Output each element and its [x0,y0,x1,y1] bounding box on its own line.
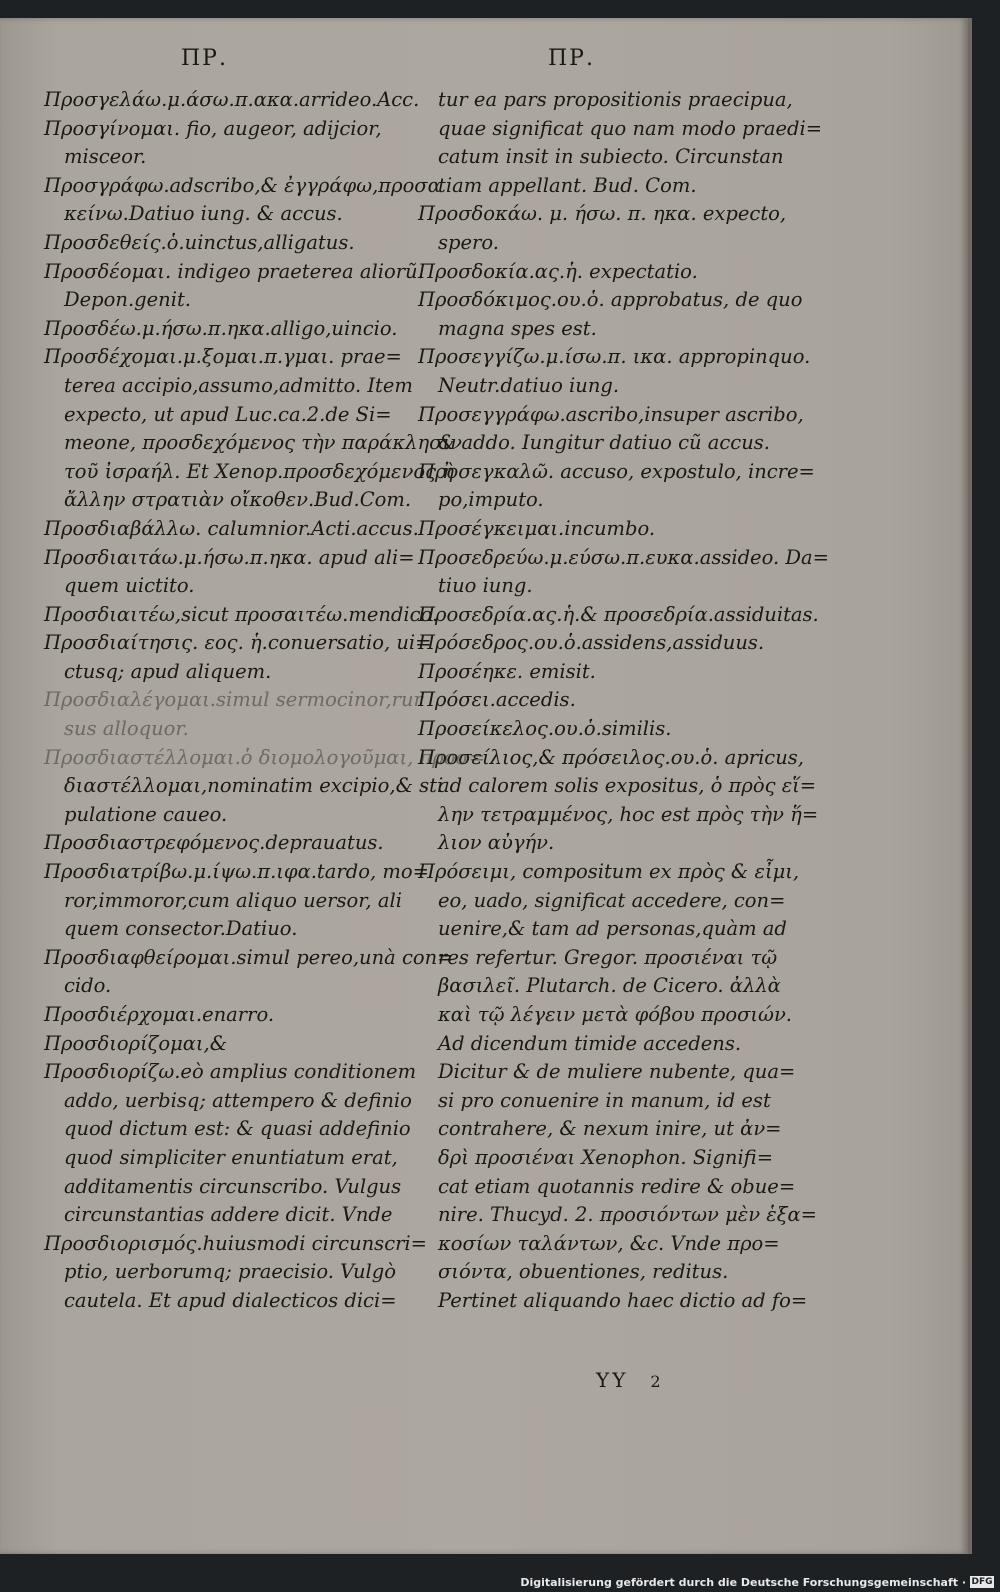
text-line: Προσείκελος.ου.ὁ.similis. [418,717,672,741]
text-line: nire. Thucyd. 2. προσιόντων μὲν ἑξα= [438,1203,818,1227]
text-line: Πρόσεδρος.ου.ὁ.assidens,assiduus. [418,631,765,655]
text-line: κοσίων ταλάντων, &c. Vnde προ= [438,1231,780,1255]
text-line: ptio, uerborumq; praecisio. Vulgò [64,1260,396,1284]
text-line: κείνω.Datiuo iung. & accus. [64,202,343,226]
text-line: ἄλλην στρατιὰν οἴκοθεν.Bud.Com. [64,488,412,512]
text-line: addo, uerbisq; attempero & definio [64,1088,412,1112]
text-line: Προσδιαιτάω.μ.ήσω.π.ηκα. apud ali= [44,545,415,569]
text-line: Προσδιαφθείρομαι.simul pereo,unà con= [44,945,454,969]
text-line: circunstantias addere dicit. Vnde [64,1203,393,1227]
text-line: Προσδιαλέγομαι.simul sermocinor,rur [44,688,423,712]
text-line: Προσδόκιμος.ου.ὁ. approbatus, de quo [418,288,803,312]
text-line: λιον αὐγήν. [438,831,555,855]
text-line: Προσδιορισμός.huiusmodi circunscri= [44,1231,428,1255]
running-head-right: ΠΡ. [548,46,595,71]
text-line: Προσγίνομαι. fio, augeor, adijcior, [44,116,382,140]
text-line: Προσδιορίζομαι,& [44,1031,228,1055]
text-line: pulatione caueo. [64,802,228,826]
text-line: magna spes est. [438,316,597,340]
text-line: & addo. Iungitur datiuo cũ accus. [438,431,770,455]
text-line: ror,immoror,cum aliquo uersor, ali [64,888,402,912]
text-line: meone, προσδεχόμενος τὴν παράκλησιν [64,431,462,455]
text-line: Προσδιαστρεφόμενος.deprauatus. [44,831,384,855]
text-line: Προσδεθείς.ὁ.uinctus,alligatus. [44,230,355,254]
text-line: quod dictum est: & quasi addefinio [64,1117,411,1141]
dfg-logo: DFG [971,1577,993,1587]
text-line: eo, uado, significat accedere, con= [438,888,786,912]
text-line: Προσδιορίζω.eò amplius conditionem [44,1060,417,1084]
text-line: Προσδοκάω. μ. ήσω. π. ηκα. expecto, [418,202,787,226]
running-head-left: ΠΡ. [181,46,228,71]
text-line: Προσεδρεύω.μ.εύσω.π.ευκα.assideo. Da= [418,545,829,569]
text-line: quem uictito. [64,574,195,598]
text-line: Προσδοκία.ας.ἡ. expectatio. [418,259,698,283]
page-edge [968,18,972,1554]
text-line: Προσγελάω.μ.άσω.π.ακα.arrideo.Acc. [44,88,420,111]
text-line: cautela. Et apud dialecticos dici= [64,1288,397,1312]
text-line: sus alloquor. [64,717,189,741]
text-line: quod simpliciter enuntiatum erat, [64,1145,398,1169]
text-line: tur ea pars propositionis praecipua, [438,88,793,111]
text-line: καὶ τῷ λέγειν μετὰ φόβου προσιών. [438,1003,793,1026]
text-line: βασιλεῖ. Plutarch. de Cicero. ἀλλὰ [438,974,781,998]
text-line: τοῦ ἰσραήλ. Et Xenop.προσδεχόμενος ἢ [64,459,454,483]
text-line: Προσδέω.μ.ήσω.π.ηκα.alligo,uincio. [44,316,398,340]
text-line: tiam appellant. Bud. Com. [438,173,697,197]
signature-mark [596,1368,664,1392]
text-line: ctusq; apud aliquem. [64,659,272,683]
signature-number: 2 [650,1372,664,1391]
text-line: Πρόσει.accedis. [418,688,576,712]
text-line: si pro conuenire in manum, id est [438,1088,771,1112]
text-line: Πρόσειμι, compositum ex πρὸς & εἶμι, [418,860,800,884]
text-line: cat etiam quotannis redire & obue= [438,1174,796,1198]
text-line: Προσδιατρίβω.μ.ίψω.π.ιφα.tardo, mo= [44,860,429,884]
text-line: ad calorem solis expositus, ὁ πρὸς εἵ= [438,774,817,798]
text-line: additamentis circunscribo. Vulgus [64,1174,402,1198]
text-line: σιόντα, obuentiones, reditus. [438,1260,729,1284]
text-line: Προσδέομαι. indigeo praeterea aliorũ. [44,259,424,283]
text-line: Pertinet aliquando haec dictio ad fo= [438,1288,808,1312]
text-line: Προσέηκε. emisit. [418,659,596,683]
text-line: Neutr.datiuo iung. [438,373,620,397]
text-line: Προσεγγράφω.ascribo,insuper ascribo, [418,402,804,426]
text-line: Προσεγγίζω.μ.ίσω.π. ικα. appropinquo. [418,345,811,369]
text-line: Προσδιαίτησις. εος. ἡ.conuersatio, ui= [44,631,432,655]
text-line: misceor. [64,145,147,169]
right-column [418,86,829,1316]
text-line: quem consector.Datiuo. [64,917,298,941]
text-line: Προσδιαστέλλομαι.ὁ διομολογοῦμαι, προσ= [44,745,486,769]
text-line: δρὶ προσιέναι Xenophon. Signifi= [438,1145,774,1169]
text-line: cido. [64,974,112,998]
text-line: Προσδιαβάλλω. calumnior.Acti.accus. [44,516,419,540]
text-line: διαστέλλομαι,nominatim excipio,& sti [64,774,444,798]
text-line: Προσείλιος,& πρόσειλος.ου.ὁ. apricus, [418,745,804,769]
text-line: Ad dicendum timide accedens. [438,1031,742,1055]
text-line: Προσδιαιτέω,sicut προσαιτέω.mendico. [44,602,439,626]
text-line: Προσέγκειμαι.incumbo. [418,516,656,540]
text-line: expecto, ut apud Luc.ca.2.de Si= [64,402,392,426]
text-line: spero. [438,230,499,254]
text-line: po,imputo. [438,488,544,512]
text-line: terea accipio,assumo,admitto. Item [64,373,413,397]
footer-credit: Digitalisierung gefördert durch die Deutsche Forschungsgemeinschaft · [520,1576,966,1589]
text-line: uenire,& tam ad personas,quàm ad [438,917,787,941]
text-line: Προσγράφω.adscribo,& ἐγγράφω,προσα [44,173,441,197]
text-line: contrahere, & nexum inire, ut ἀν= [438,1117,782,1141]
text-line: tiuo iung. [438,574,533,598]
text-line: catum insit in subiecto. Circunstan [438,145,784,169]
text-line: λην τετραμμένος, hoc est πρὸς τὴν ἥ= [438,802,819,826]
text-line: Dicitur & de muliere nubente, qua= [438,1060,796,1084]
signature-letters: YY [596,1368,629,1392]
text-line: Προσεγκαλῶ. accuso, expostulo, incre= [418,459,815,483]
text-line: Προσδιέρχομαι.enarro. [44,1003,275,1026]
text-line: Προσεδρία.ας.ἡ.& προσεδρία.assiduitas. [418,602,819,626]
text-line: res refertur. Gregor. προσιέναι τῷ [438,945,778,969]
text-line: Προσδέχομαι.μ.ξομαι.π.γμαι. prae= [44,345,402,369]
text-line: Depon.genit. [64,288,192,312]
text-line: quae significat quo nam modo praedi= [438,116,823,140]
